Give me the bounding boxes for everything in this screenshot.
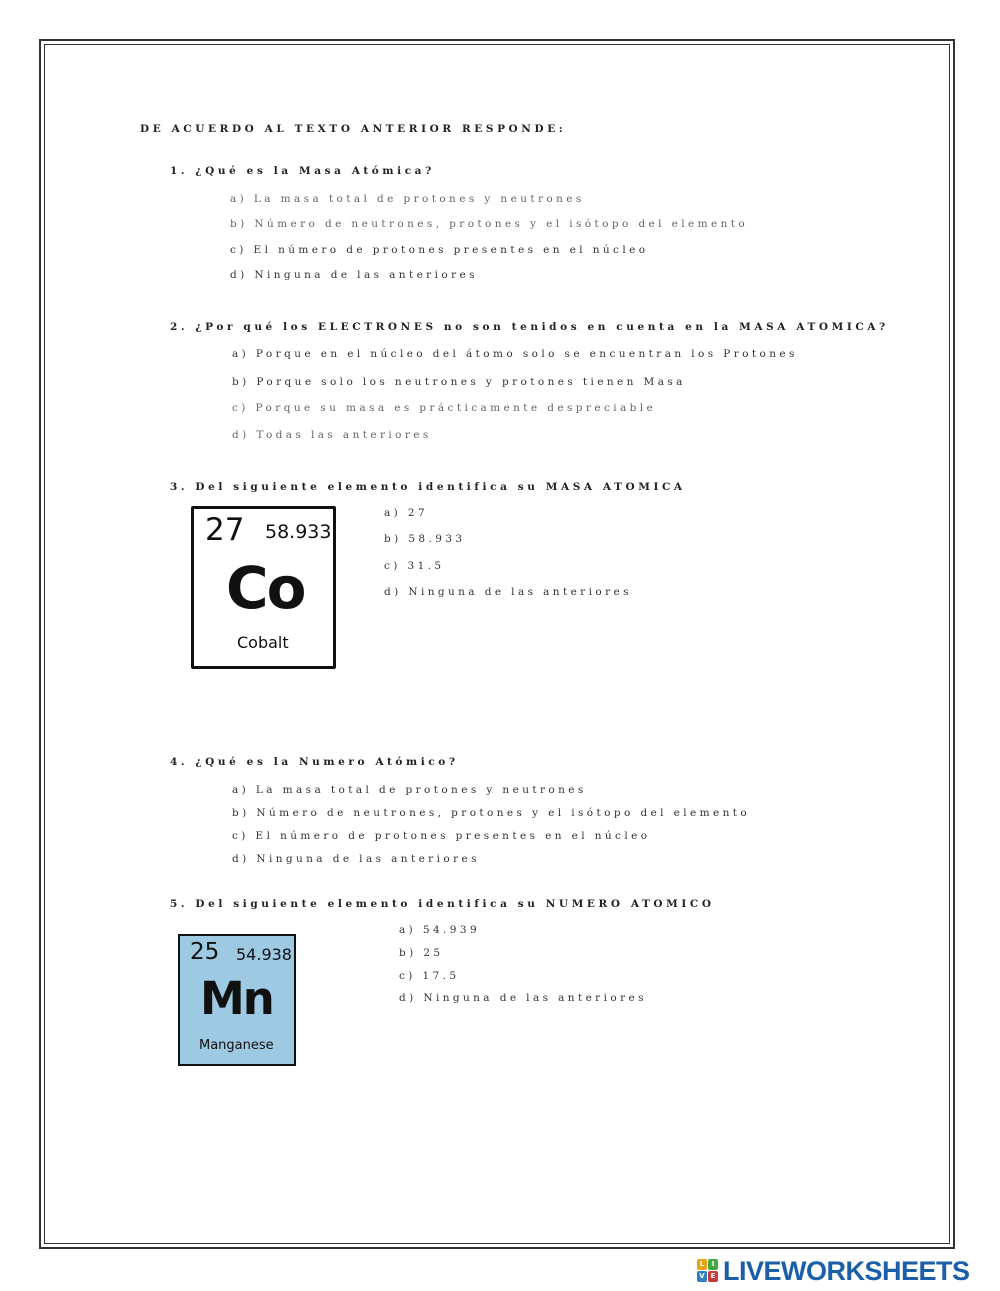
- question-1-option-b[interactable]: b) Número de neutrones, protones y el isótopo del elemento: [230, 218, 749, 230]
- question-4-label: 4. ¿Qué es la Numero Atómico?: [170, 756, 459, 768]
- manganese-atomic-mass: 54.938: [236, 945, 292, 964]
- liveworksheets-logo-icon: L I V E: [697, 1259, 719, 1283]
- cobalt-name: Cobalt: [237, 633, 289, 652]
- manganese-atomic-number: 25: [190, 939, 220, 965]
- question-5-option-b[interactable]: b) 25: [399, 947, 444, 959]
- question-1-option-c[interactable]: c) El número de protones presentes en el núcleo: [230, 244, 649, 256]
- question-3-option-a[interactable]: a) 27: [384, 507, 429, 519]
- liveworksheets-logo-text: LIVEWORKSHEETS: [723, 1256, 970, 1286]
- question-5-option-d[interactable]: d) Ninguna de las anteriores: [399, 992, 647, 1004]
- question-1-option-a[interactable]: a) La masa total de protones y neutrones: [230, 193, 585, 205]
- question-2-option-c[interactable]: c) Porque su masa es prácticamente despreciable: [232, 402, 657, 414]
- question-4-option-b[interactable]: b) Número de neutrones, protones y el isótopo del elemento: [232, 807, 751, 819]
- question-3-label: 3. Del siguiente elemento identifica su MASA ATOMICA: [170, 481, 686, 493]
- question-2-option-d[interactable]: d) Todas las anteriores: [232, 429, 432, 441]
- cobalt-atomic-number: 27: [205, 512, 245, 548]
- question-5-label: 5. Del siguiente elemento identifica su NUMERO ATOMICO: [170, 898, 715, 910]
- question-4-option-c[interactable]: c) El número de protones presentes en el núcleo: [232, 830, 651, 842]
- manganese-name: Manganese: [199, 1038, 274, 1053]
- cobalt-atomic-mass: 58.933: [265, 521, 332, 543]
- question-5-option-c[interactable]: c) 17.5: [399, 970, 460, 982]
- manganese-element-card: [178, 934, 296, 1066]
- question-1-option-d[interactable]: d) Ninguna de las anteriores: [230, 269, 478, 281]
- question-3-option-c[interactable]: c) 31.5: [384, 560, 445, 572]
- question-4-option-a[interactable]: a) La masa total de protones y neutrones: [232, 784, 587, 796]
- question-3-option-d[interactable]: d) Ninguna de las anteriores: [384, 586, 632, 598]
- question-3-option-b[interactable]: b) 58.933: [384, 533, 466, 545]
- manganese-symbol: Mn: [200, 972, 273, 1025]
- question-5-option-a[interactable]: a) 54.939: [399, 924, 481, 936]
- cobalt-element-card: [191, 506, 336, 669]
- cobalt-symbol: Co: [226, 554, 305, 622]
- question-4-option-d[interactable]: d) Ninguna de las anteriores: [232, 853, 480, 865]
- question-2-option-b[interactable]: b) Porque solo los neutrones y protones tienen Masa: [232, 376, 686, 388]
- question-2-label: 2. ¿Por qué los ELECTRONES no son tenidos en cuenta en la MASA ATOMICA?: [170, 321, 889, 333]
- question-1-label: 1. ¿Qué es la Masa Atómica?: [170, 165, 435, 177]
- question-2-option-a[interactable]: a) Porque en el núcleo del átomo solo se encuentran los Protones: [232, 348, 798, 360]
- heading: DE ACUERDO AL TEXTO ANTERIOR RESPONDE:: [140, 123, 567, 135]
